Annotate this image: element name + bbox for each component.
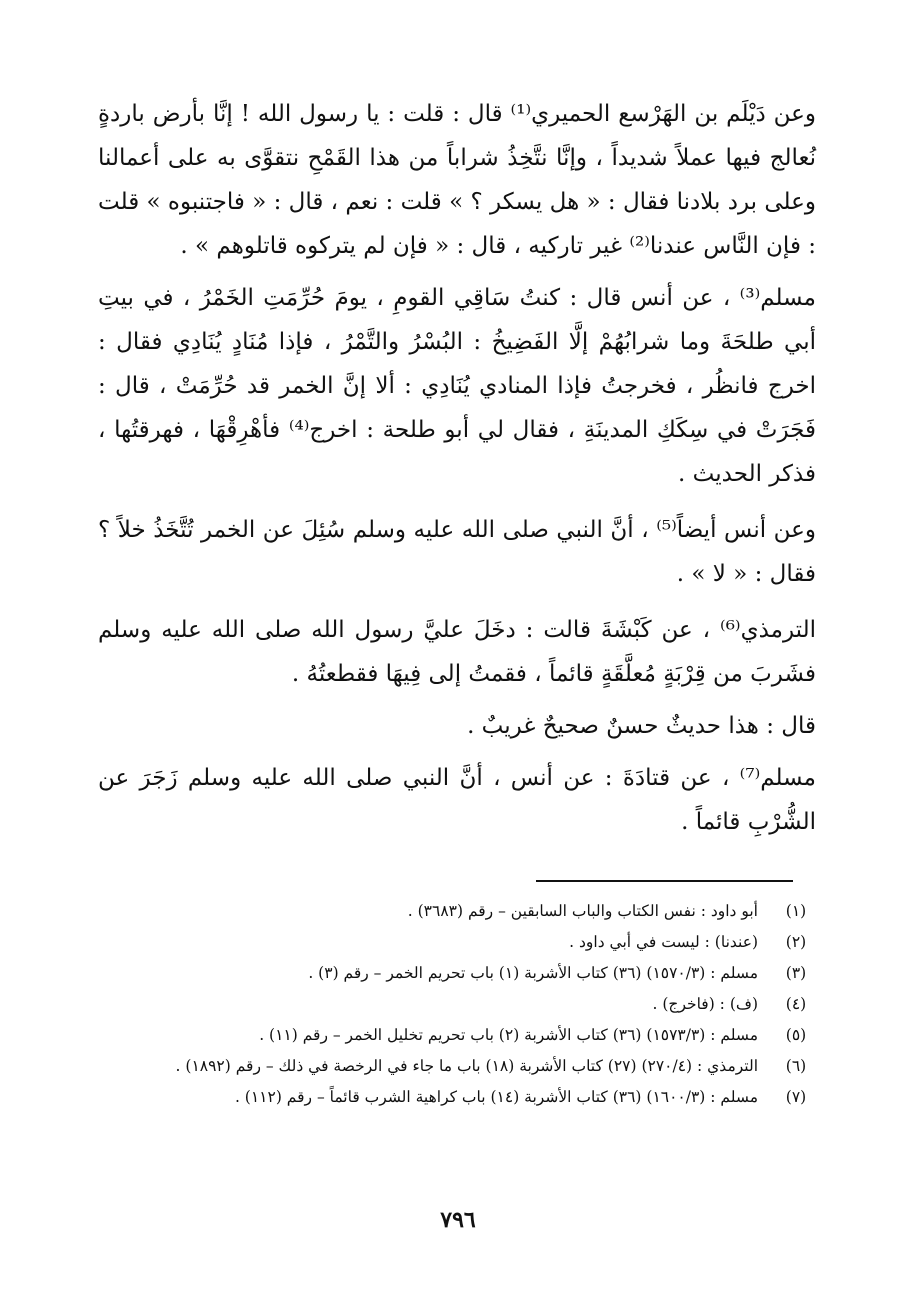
footnote-text: (ف) : (فاخرج) . [652, 995, 758, 1013]
footnote [104, 1051, 816, 1082]
footnote [104, 1020, 816, 1051]
paragraph-anas-saqi-hadith: مسلم⁽³⁾ ، عن أنس قال : كنتُ سَاقِي القومِ ، يومَ حُرِّمَتِ الخَمْرُ ، في بيتِ أبي طلحَةَ وما شرابُهُمْ إلَّا الفَضِيخُ : البُسْرُ والتَّمْرُ ، فإذا مُنَادٍ يُنَادِي فقال : اخرج فانظُر ، فخرجتُ فإذا المنادي يُنَادِي : ألا إنَّ الخمر قد حُرِّمَتْ ، قال : فَجَرَتْ في سِكَكِ المدينَةِ ، فقال لي أبو طلحة : اخرج⁽⁴⁾ فأهْرِقْهَا ، فهرقتُها ، فذكر الحديث . [98, 285, 816, 487]
paragraph-qatada-hadith: مسلم⁽⁷⁾ ، عن قتادَةَ : عن أنس ، أنَّ النبي صلى الله عليه وسلم زَجَرَ عن الشُّرْبِ قائماً . [98, 765, 816, 835]
footnote-text: مسلم : (١٥٧٣/٣) (٣٦) كتاب الأشربة (٢) باب تحريم تخليل الخمر – رقم (١١) . [259, 1026, 758, 1044]
footnote [104, 927, 816, 958]
footnote-text: أبو داود : نفس الكتاب والباب السابقين – رقم (٣٦٨٣) . [407, 902, 758, 920]
footnote-number: (٣) [785, 964, 807, 982]
footnote-text: الترمذي : (٢٧٠/٤) (٢٧) كتاب الأشربة (١٨) باب ما جاء في الرخصة في ذلك – رقم (١٨٩٢) . [175, 1057, 758, 1075]
footnote-separator [536, 880, 793, 882]
footnote-number: (٢) [785, 933, 807, 951]
paragraph-kabsha-hadith: الترمذي⁽⁶⁾ ، عن كَبْشَةَ قالت : دخَلَ عليَّ رسول الله صلى الله عليه وسلم فشَربَ من قِرْبَةٍ مُعلَّقَةٍ قائماً ، فقمتُ إلى فِيهَا فقطعتُهُ . [98, 617, 816, 687]
footnote [104, 896, 816, 927]
footnote-text: (عندنا) : ليست في أبي داود . [569, 933, 758, 951]
footnote-number: (٥) [785, 1026, 807, 1044]
footnote-number: (٤) [785, 995, 807, 1013]
footnote-text: مسلم : (١٥٧٠/٣) (٣٦) كتاب الأشربة (١) باب تحريم الخمر – رقم (٣) . [308, 964, 758, 982]
footnote [104, 1082, 816, 1113]
paragraph-tirmidhi-grading: قال : هذا حديثٌ حسنٌ صحيحٌ غريبٌ . [467, 713, 816, 739]
footnote-text: مسلم : (١٦٠٠/٣) (٣٦) كتاب الأشربة (١٤) باب كراهية الشرب قائماً – رقم (١١٢) . [234, 1088, 758, 1106]
footnote-number: (٧) [785, 1088, 807, 1106]
footnote [104, 958, 816, 989]
paragraph-anas-khal-hadith: وعن أنس أيضاً⁽⁵⁾ ، أنَّ النبي صلى الله عليه وسلم سُئِلَ عن الخمر تُتَّخَذُ خلاً ؟ فقال : « لا » . [98, 517, 816, 587]
footnote-number: (٦) [785, 1057, 807, 1075]
paragraph-dailam-hadith: وعن دَيْلَم بن الهَرْسع الحميري⁽¹⁾ قال : قلت : يا رسول الله ! إنَّا بأرض باردةٍ نُعالج فيها عملاً شديداً ، وإنَّا نتَّخِذُ شراباً من هذا القَمْحِ نتقوَّى به على أعمالنا وعلى برد بلادنا فقال : « هل يسكر ؟ » قلت : نعم ، قال : « فاجتنبوه » قلت : فإن النَّاس عندنا⁽²⁾ غير تاركيه ، قال : « فإن لم يتركوه قاتلوهم » . [98, 101, 817, 259]
page-number: ٧٩٦ [440, 1207, 476, 1233]
footnote [104, 989, 816, 1020]
footnotes [104, 896, 816, 1113]
main-text [98, 92, 816, 844]
footnote-number: (١) [785, 902, 807, 920]
